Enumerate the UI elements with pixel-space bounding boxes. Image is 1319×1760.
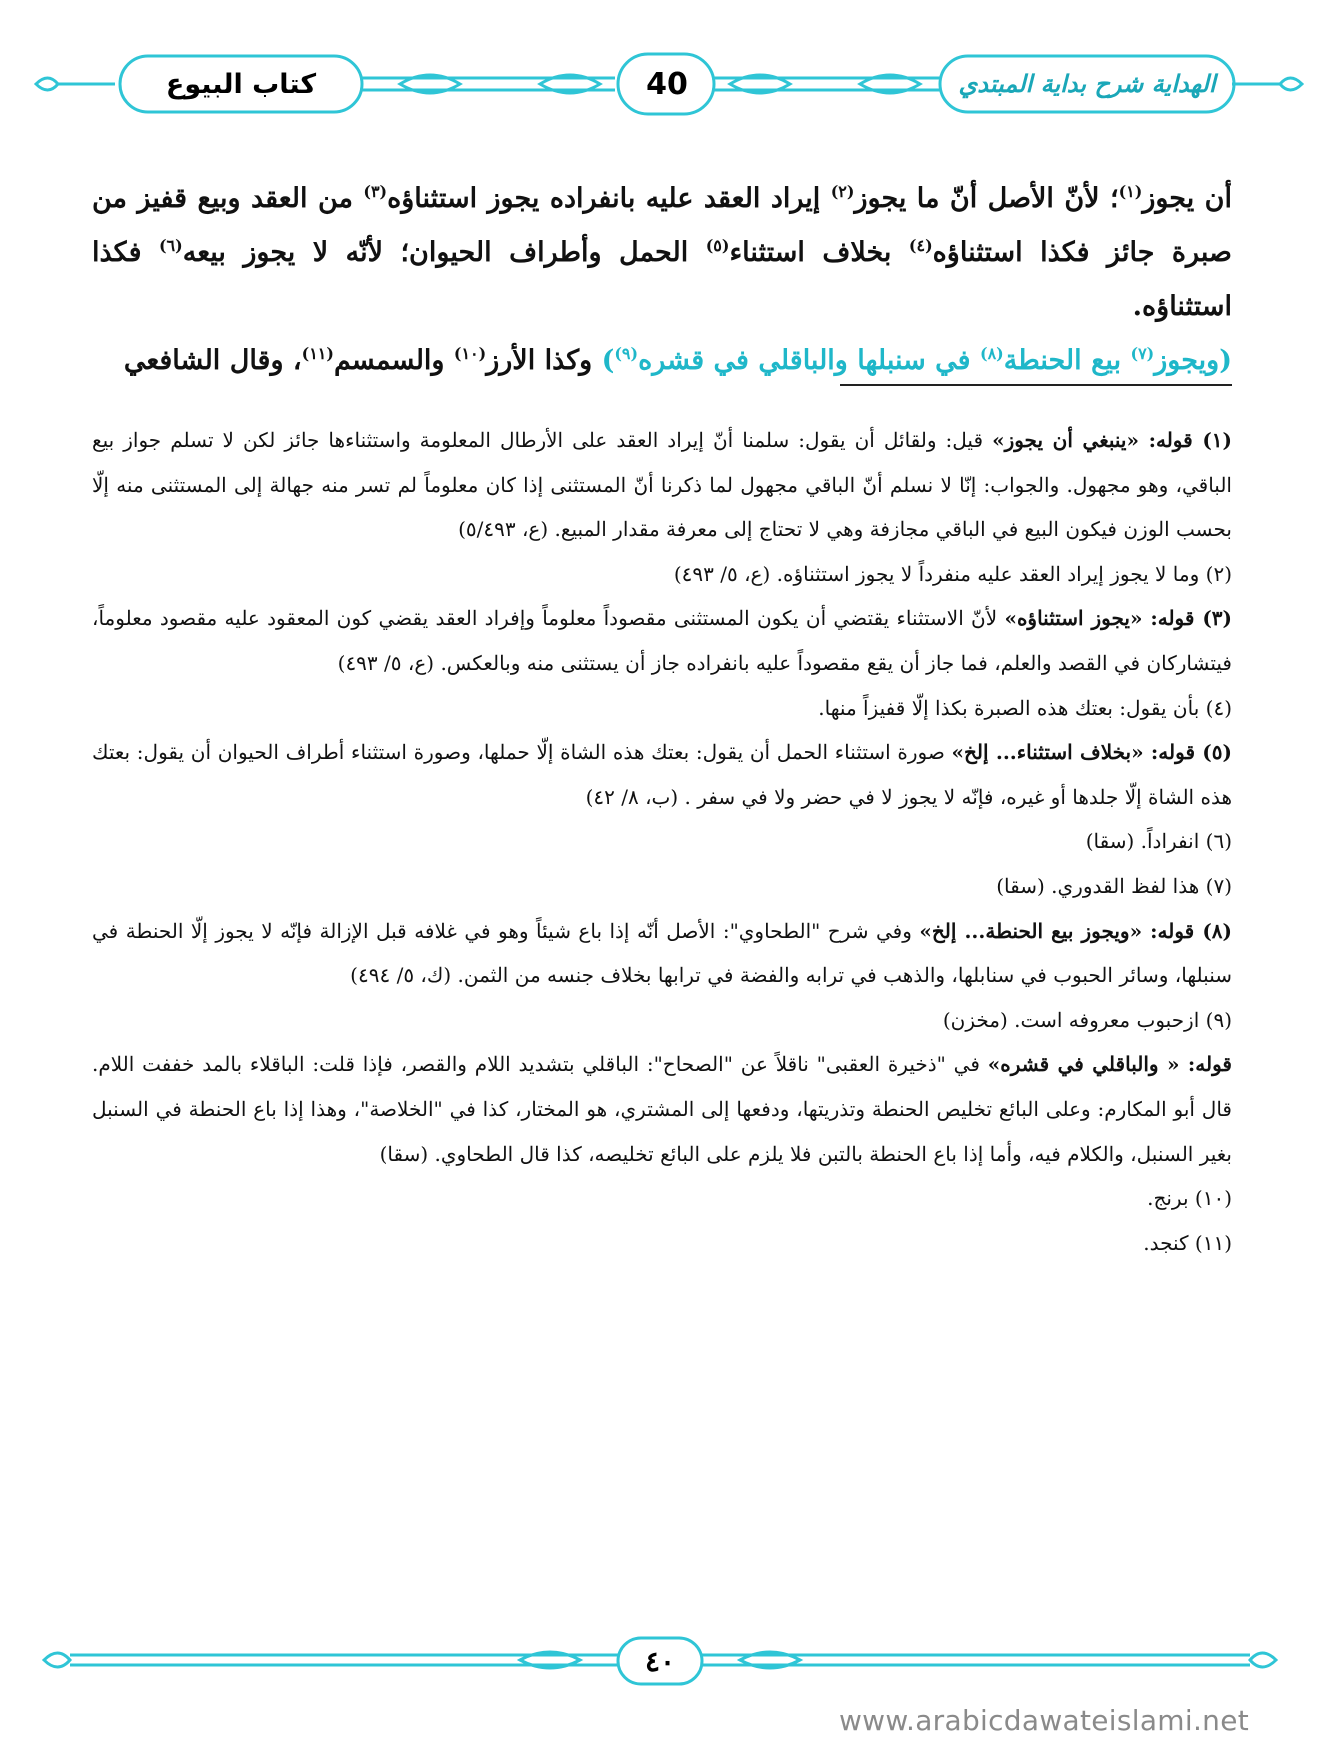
matn-run: بيع الحنطة xyxy=(1003,345,1131,376)
footnote-6 xyxy=(92,819,1232,864)
chapter-title: كتاب البيوع xyxy=(165,68,317,100)
footer-page-number: ٤٠ xyxy=(644,1644,676,1678)
footnote-text: (١٠) برنج. xyxy=(1147,1186,1232,1211)
footnote-ref: (٧) xyxy=(1130,344,1155,363)
footnote-ref: (٤) xyxy=(908,236,933,255)
footnote-ref: (٦) xyxy=(158,236,183,255)
footnote-ref: (٩) xyxy=(614,344,639,363)
text-run: بخلاف استثناء xyxy=(729,237,909,268)
main-paragraph-1 xyxy=(92,172,1232,334)
text-run: ؛ لأنّ الأصل أنّ ما يجوز xyxy=(854,183,1119,214)
footnote-9 xyxy=(92,998,1232,1043)
footnote-ref: (٥) xyxy=(705,236,730,255)
footnote-divider xyxy=(840,384,1232,386)
footnote-lead: (٥) قوله: «بخلاف استثناء... إلخ» xyxy=(951,740,1232,765)
text-run: فكذا استثناؤه. xyxy=(92,237,1232,322)
book-title: الهداية شرح بداية المبتدي xyxy=(958,70,1216,98)
matn-run: ) xyxy=(601,345,615,376)
header-page-number: 40 xyxy=(646,66,688,102)
footnote-ref: (١٠) xyxy=(453,344,487,363)
footnote-text: قيل: ولقائل أن يقول: سلمنا أنّ إيراد العقد على الأرطال المعلومة واستثناءها جائز لكن لا تسلم جواز بيع الباقي، وهو مجهول. والجواب: إنّا لا نسلم أنّ الباقي مجهول لما ذكرنا أنّ المستثنى إذا كان معلوماً لم تسر منه جهالة إلى المستثنى منه إلّا بحسب الوزن فيكون البيع في الباقي مجازفة وهي لا تحتاج إلى معرفة مقدار المبيع. (ع، ٥/٤٩٣) xyxy=(92,428,1232,542)
footnote-lead: (٨) قوله: «ويجوز بيع الحنطة... إلخ» xyxy=(919,918,1232,943)
footnote-4 xyxy=(92,686,1232,731)
text-run: الحمل وأطراف الحيوان؛ لأنّه لا يجوز بيعه xyxy=(182,237,706,268)
footnote-1 xyxy=(92,418,1232,552)
footnote-ref: (٣) xyxy=(363,182,388,201)
text-run: ، وقال الشافعي xyxy=(123,345,302,376)
footnote-text: (٩) ازحبوب معروفه است. (مخزن) xyxy=(942,1007,1232,1032)
footnote-text: (٦) انفراداً. (سقا) xyxy=(1085,829,1232,854)
footnote-8 xyxy=(92,909,1232,998)
footnotes xyxy=(92,418,1232,1265)
footnote-2 xyxy=(92,552,1232,597)
footnote-text: في "ذخيرة العقبى" ناقلاً عن "الصحاح": الباقلي بتشديد اللام والقصر، فإذا قلت: الباقلاء بالمد خففت اللام. قال أبو المكارم: وعلى البائع تخليص الحنطة وتذريتها، ودفعها إلى المشتري، هو المختار، كذا في "الخلاصة"، وهذا إذا باع الحنطة في السنبل بغير السنبل، والكلام فيه، وأما إذا باع الحنطة بالتبن فلا يلزم على البائع تخليصه، كذا قال الطحاوي. (سقا) xyxy=(92,1052,1232,1166)
text-run: وكذا الأرز xyxy=(486,345,602,376)
footnote-10 xyxy=(92,1176,1232,1221)
main-text xyxy=(92,172,1232,388)
matn-run: (ويجوز xyxy=(1154,345,1232,376)
footnote-text: صورة استثناء الحمل أن يقول: بعتك هذه الشاة إلّا حملها، وصورة استثناء أطراف الحيوان أن يقول: بعتك هذه الشاة إلّا جلدها أو غيره، فإنّه لا يجوز لا في حضر ولا في سفر . (ب، ٨/ ٤٢) xyxy=(92,740,1232,809)
footnote-lead: (٣) قوله: «يجوز استثناؤه» xyxy=(1004,606,1232,631)
footnote-text: (٤) بأن يقول: بعتك هذه الصبرة بكذا إلّا قفيزاً منها. xyxy=(818,695,1232,720)
text-run: من العقد وبيع قفيز من صبرة جائز فكذا استثناؤه xyxy=(92,183,1232,268)
footnote-5 xyxy=(92,730,1232,819)
footnote-ref: (٨) xyxy=(979,344,1004,363)
text-run: والسمسم xyxy=(333,345,454,376)
footnote-lead: (١) قوله: «ينبغي أن يجوز» xyxy=(992,428,1232,452)
footnote-ref: (١١) xyxy=(301,344,334,363)
main-paragraph-2 xyxy=(92,334,1232,388)
footnote-lead: قوله: « والباقلي في قشره» xyxy=(987,1052,1232,1077)
footnote-7 xyxy=(92,864,1232,909)
footnote-text: لأنّ الاستثناء يقتضي أن يكون المستثنى مقصوداً معلوماً وإفراد العقد يقضي كون المعقود عليه مقصود معلوماً، فيتشاركان في القصد والعلم، فما جاز أن يقع مقصوداً عليه بانفراده جاز أن يستثنى منه وبالعكس. (ع، ٥/ ٤٩٣) xyxy=(92,606,1232,675)
footnote-3 xyxy=(92,596,1232,685)
matn-run: في سنبلها والباقلي في قشره xyxy=(638,345,980,376)
footnote-text: (٢) وما لا يجوز إيراد العقد عليه منفرداً لا يجوز استثناؤه. (ع، ٥/ ٤٩٣) xyxy=(673,561,1232,586)
footnote-text: (١١) كنجد. xyxy=(1143,1230,1232,1255)
website-url: www.arabicdawateislami.net xyxy=(838,1704,1249,1737)
text-run: أن يجوز xyxy=(1142,183,1232,214)
footnote-text: (٧) هذا لفظ القدوري. (سقا) xyxy=(996,873,1232,898)
footnote-ref: (٢) xyxy=(830,182,855,201)
text-run: إيراد العقد عليه بانفراده يجوز استثناؤه xyxy=(387,183,831,214)
footnote-text: وفي شرح "الطحاوي": الأصل أنّه إذا باع شيئاً وهو في غلافه قبل الإزالة فإنّه لا يجوز إلّا الحنطة في سنبلها، وسائر الحبوب في سنابلها، والذهب في ترابه والفضة في ترابها بخلاف جنسه من الثمن. (ك، ٥/ ٤٩٤) xyxy=(92,918,1232,988)
footnote-11 xyxy=(92,1221,1232,1266)
footnote-ref: (١) xyxy=(1118,182,1143,201)
footnote-9-note xyxy=(92,1042,1232,1176)
